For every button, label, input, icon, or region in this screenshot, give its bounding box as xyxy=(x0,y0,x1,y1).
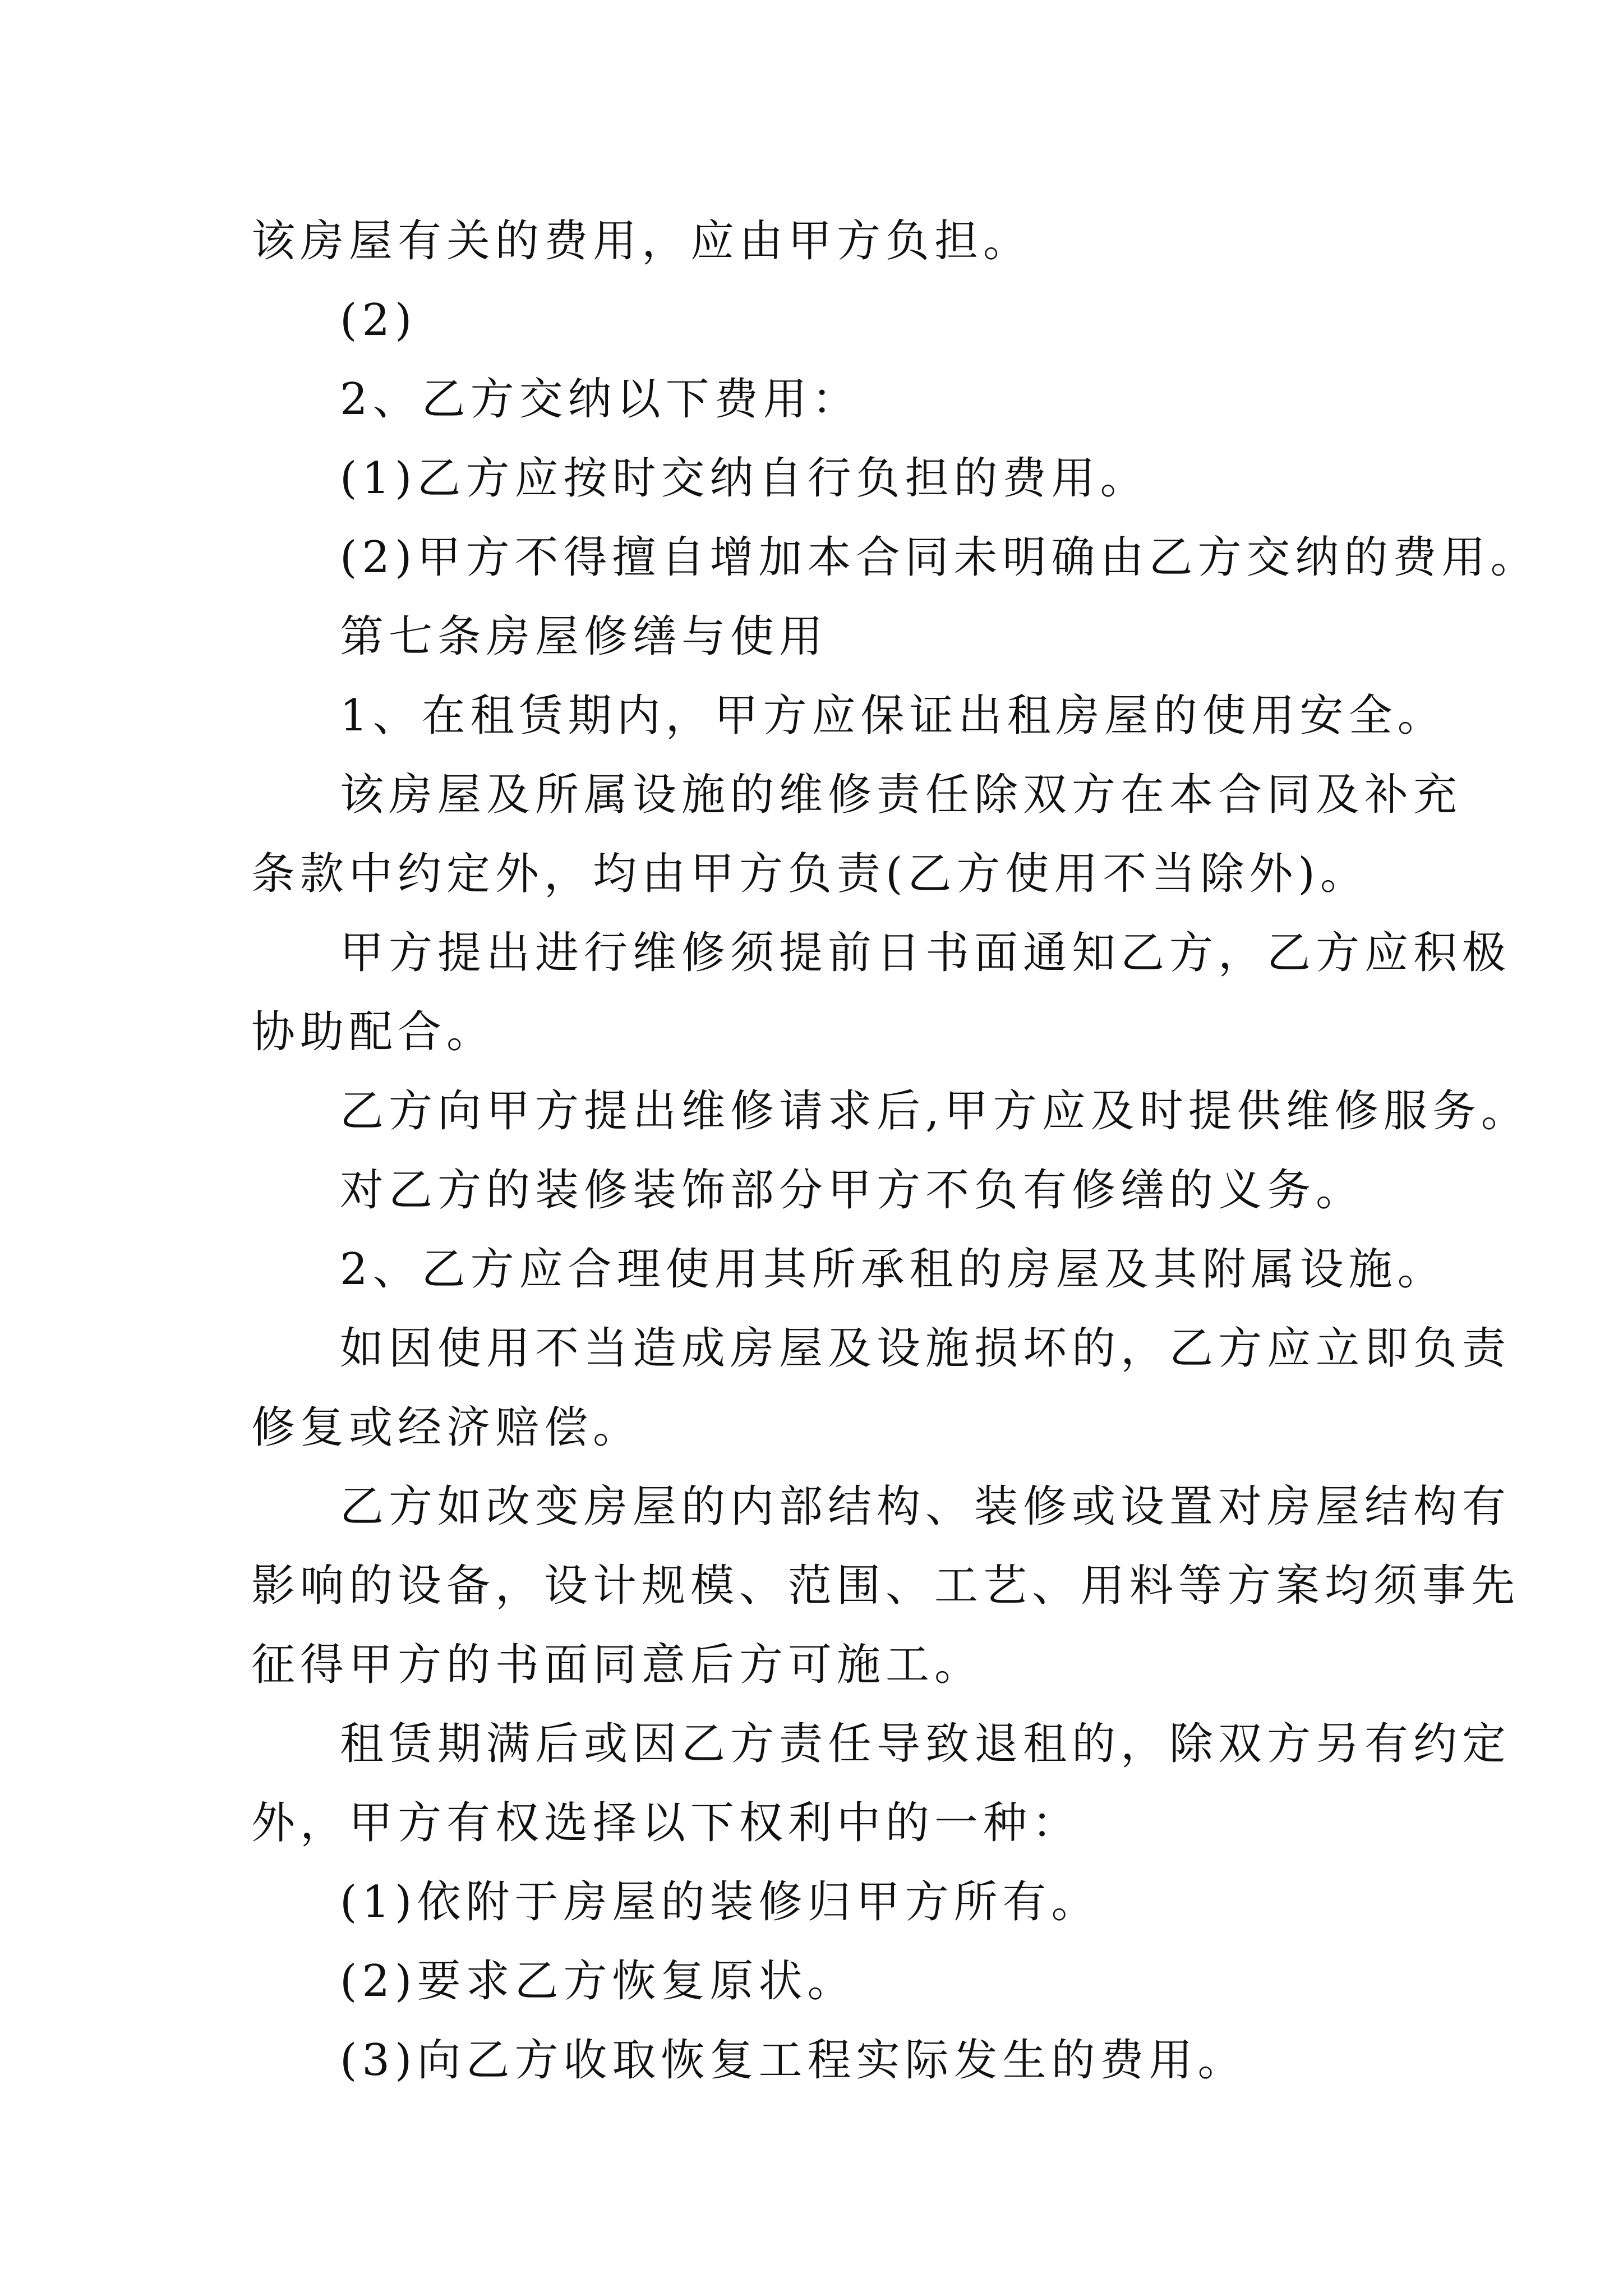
paragraph-line: 外，甲方有权选择以下权利中的一种： xyxy=(251,1798,1081,1848)
paragraph-line: (2) xyxy=(340,295,417,346)
paragraph-line: (1)乙方应按时交纳自行负担的费用。 xyxy=(340,453,1149,504)
paragraph-line: 征得甲方的书面同意后方可施工。 xyxy=(251,1640,984,1690)
paragraph-line: 协助配合。 xyxy=(251,1007,496,1057)
paragraph-line: 乙方向甲方提出维修请求后,甲方应及时提供维修服务。 xyxy=(340,1086,1530,1137)
paragraph-line: 条款中约定外，均由甲方负责(乙方使用不当除外)。 xyxy=(251,849,1369,899)
paragraph-line: 乙方如改变房屋的内部结构、装修或设置对房屋结构有 xyxy=(340,1481,1511,1532)
paragraph-line: 对乙方的装修装饰部分甲方不负有修缮的义务。 xyxy=(340,1165,1365,1216)
paragraph-line: 2、乙方交纳以下费用： xyxy=(340,374,861,425)
section-heading: 第七条房屋修缮与使用 xyxy=(340,611,828,662)
paragraph-line: 1、在租赁期内，甲方应保证出租房屋的使用安全。 xyxy=(340,691,1446,741)
list-item: (1)依附于房屋的装修归甲方所有。 xyxy=(340,1877,1100,1927)
paragraph-line: 修复或经济赔偿。 xyxy=(251,1402,642,1453)
paragraph-line: (2)甲方不得擅自增加本合同未明确由乙方交纳的费用。 xyxy=(340,532,1539,583)
paragraph-line: 影响的设备，设计规模、范围、工艺、用料等方案均须事先 xyxy=(251,1561,1520,1611)
contract-body-text xyxy=(251,202,1539,2100)
list-item: (2)要求乙方恢复原状。 xyxy=(340,1956,856,2007)
paragraph-line: 租赁期满后或因乙方责任导致退租的，除双方另有约定 xyxy=(340,1719,1511,1769)
paragraph-line: 甲方提出进行维修须提前日书面通知乙方，乙方应积极 xyxy=(340,928,1511,978)
list-item: (3)向乙方收取恢复工程实际发生的费用。 xyxy=(340,2035,1247,2086)
paragraph-line: 如因使用不当造成房屋及设施损坏的，乙方应立即负责 xyxy=(340,1323,1511,1374)
paragraph-line: 该房屋有关的费用，应由甲方负担。 xyxy=(251,216,1032,266)
paragraph-line: 该房屋及所属设施的维修责任除双方在本合同及补充 xyxy=(340,770,1463,820)
paragraph-line: 2、乙方应合理使用其所承租的房屋及其附属设施。 xyxy=(340,1244,1446,1295)
